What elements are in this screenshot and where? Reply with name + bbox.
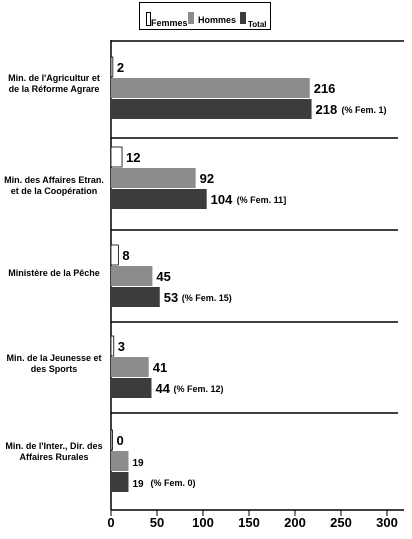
bar-femmes-4 xyxy=(111,430,113,450)
category-label-agriculture: Min. de l'Agricultur et de la Réforme Agrare xyxy=(8,73,100,94)
x-tick-label-0: 0 xyxy=(107,515,115,530)
category-label-interieur: Min. de l'Inter., Dir. des Affaires Rurales xyxy=(5,441,103,462)
bar-hommes-0 xyxy=(111,78,310,98)
data-label-femmes-2: 8 xyxy=(122,248,130,263)
bar-total-2 xyxy=(111,287,160,307)
data-label-femmes-3: 3 xyxy=(117,339,125,354)
data-label-total-3: 44 xyxy=(155,381,170,396)
bar-femmes-1 xyxy=(111,147,122,167)
data-label-hommes-0: 216 xyxy=(313,81,336,96)
bar-total-0 xyxy=(111,99,312,119)
bar-femmes-0 xyxy=(111,57,113,77)
data-label-hommes-3: 41 xyxy=(152,360,168,375)
annotation-3: (% Fem. 12) xyxy=(173,384,224,394)
legend-label-femmes: Femmes xyxy=(151,18,188,28)
data-label-femmes-4: 0 xyxy=(116,433,124,448)
x-tick-label-300: 300 xyxy=(376,515,398,530)
legend-label-total: Total xyxy=(248,20,267,29)
x-tick-label-200: 200 xyxy=(284,515,306,530)
x-tick-label-250: 250 xyxy=(330,515,352,530)
bar-hommes-4 xyxy=(111,451,128,471)
data-label-femmes-1: 12 xyxy=(126,150,141,165)
category-label-affaires-etrangeres: Min. des Affaires Etran. et de la Coopération xyxy=(4,175,104,196)
data-label-hommes-1: 92 xyxy=(199,171,215,186)
category-label-jeunesse-sports: Min. de la Jeunesse et des Sports xyxy=(6,353,102,374)
x-tick-label-100: 100 xyxy=(192,515,214,530)
bar-femmes-2 xyxy=(111,245,118,265)
bar-total-1 xyxy=(111,189,207,209)
bar-total-4 xyxy=(111,472,128,492)
category-label-peche: Ministère de la Pêche xyxy=(8,268,100,278)
data-label-femmes-0: 2 xyxy=(116,60,125,75)
annotation-4: (% Fem. 0) xyxy=(150,478,196,488)
data-label-total-0: 218 xyxy=(315,102,338,117)
x-tick-label-50: 50 xyxy=(149,515,165,530)
legend-label-hommes: Hommes xyxy=(198,15,237,25)
bar-hommes-2 xyxy=(111,266,152,286)
annotation-0: (% Fem. 1) xyxy=(341,105,387,115)
annotation-1: (% Fem. 11] xyxy=(236,195,287,205)
data-label-hommes-4: 19 xyxy=(132,458,144,469)
data-label-total-2: 53 xyxy=(163,290,179,305)
bar-total-3 xyxy=(111,378,151,398)
bar-femmes-3 xyxy=(111,336,114,356)
data-label-total-1: 104 xyxy=(210,192,233,207)
bar-hommes-1 xyxy=(111,168,196,188)
data-label-total-4: 19 xyxy=(132,479,144,490)
annotation-2: (% Fem. 15) xyxy=(181,293,232,303)
data-label-hommes-2: 45 xyxy=(156,269,171,284)
x-tick-label-150: 150 xyxy=(238,515,260,530)
bar-hommes-3 xyxy=(111,357,149,377)
